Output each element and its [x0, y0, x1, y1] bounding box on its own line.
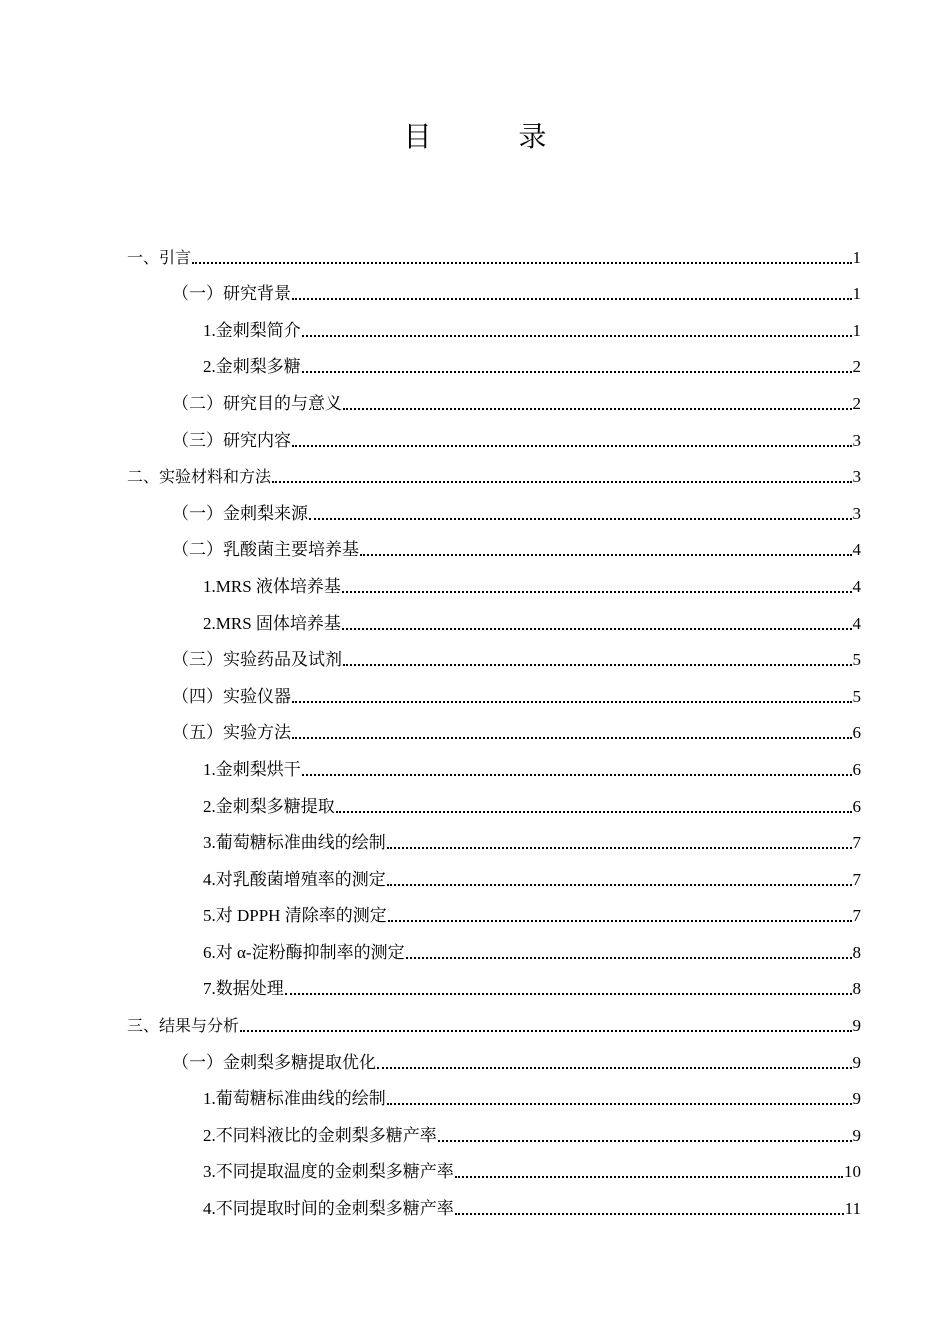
toc-leader-dots: [342, 591, 852, 593]
toc-entry-text: 1.葡萄糖标准曲线的绘制: [203, 1089, 386, 1109]
toc-page-number: 7: [852, 906, 861, 926]
toc-page-number: 4: [852, 613, 861, 633]
toc-entry[interactable]: [127, 854, 861, 891]
toc-entry-text: 2.MRS 固体培养基: [203, 613, 341, 633]
toc-entry-text: 1.金刺梨烘干: [203, 759, 301, 779]
toc-entry-text: （四）实验仪器: [172, 686, 291, 706]
toc-page-number: 5: [852, 650, 861, 670]
table-of-contents: [127, 232, 861, 1220]
toc-leader-dots: [302, 371, 852, 373]
toc-page-number: 6: [852, 723, 861, 743]
toc-leader-dots: [292, 701, 852, 703]
toc-page-number: 8: [852, 942, 861, 962]
toc-entry-text: （三）实验药品及试剂: [172, 650, 342, 670]
toc-entry-text: （一）金刺梨多糖提取优化: [172, 1052, 376, 1072]
toc-entry[interactable]: [127, 305, 861, 342]
toc-leader-dots: [240, 1030, 851, 1032]
toc-leader-dots: [387, 884, 852, 886]
toc-entry[interactable]: [127, 269, 861, 306]
toc-entry[interactable]: [127, 598, 861, 635]
toc-page-number: 9: [852, 1125, 861, 1145]
toc-leader-dots: [455, 1176, 843, 1178]
toc-entry[interactable]: [127, 744, 861, 781]
toc-page-number: 2: [852, 393, 861, 413]
toc-leader-dots: [377, 1067, 852, 1069]
toc-page-number: 7: [852, 869, 861, 889]
toc-entry-text: 三、结果与分析: [127, 1016, 240, 1036]
toc-entry[interactable]: [127, 561, 861, 598]
toc-leader-dots: [285, 993, 852, 995]
toc-entry[interactable]: [127, 342, 861, 379]
toc-leader-dots: [292, 445, 852, 447]
toc-entry[interactable]: [127, 525, 861, 562]
toc-page-number: 8: [852, 979, 861, 999]
toc-leader-dots: [438, 1140, 852, 1142]
toc-entry[interactable]: [127, 415, 861, 452]
toc-entry[interactable]: [127, 927, 861, 964]
toc-leader-dots: [343, 408, 852, 410]
toc-page-number: 9: [852, 1052, 861, 1072]
toc-page-number: 5: [852, 686, 861, 706]
toc-page-number: 1: [852, 247, 861, 267]
toc-entry[interactable]: [127, 1074, 861, 1111]
toc-page-number: 1: [852, 284, 861, 304]
toc-entry[interactable]: [127, 891, 861, 928]
toc-page-number: 11: [844, 1199, 861, 1219]
toc-leader-dots: [388, 920, 852, 922]
toc-entry[interactable]: [127, 671, 861, 708]
toc-leader-dots: [309, 518, 852, 520]
toc-entry-text: 3.不同提取温度的金刺梨多糖产率: [203, 1162, 454, 1182]
toc-leader-dots: [360, 554, 852, 556]
toc-entry[interactable]: [127, 964, 861, 1001]
toc-page-number: 4: [852, 540, 861, 560]
toc-leader-dots: [406, 957, 852, 959]
toc-entry-text: 6.对 α-淀粉酶抑制率的测定: [203, 942, 405, 962]
toc-entry[interactable]: [127, 708, 861, 745]
toc-entry-text: 4.不同提取时间的金刺梨多糖产率: [203, 1199, 454, 1219]
toc-page-number: 6: [852, 796, 861, 816]
toc-leader-dots: [455, 1213, 844, 1215]
toc-entry-text: 7.数据处理: [203, 979, 284, 999]
toc-page-number: 3: [852, 503, 861, 523]
toc-entry[interactable]: [127, 488, 861, 525]
toc-leader-dots: [387, 1103, 852, 1105]
toc-page-number: 9: [852, 1016, 861, 1036]
toc-entry[interactable]: [127, 232, 861, 269]
toc-entry-text: （三）研究内容: [172, 430, 291, 450]
toc-leader-dots: [302, 335, 852, 337]
toc-entry-text: （一）研究背景: [172, 284, 291, 304]
toc-page-number: 4: [852, 576, 861, 596]
toc-entry[interactable]: [127, 781, 861, 818]
toc-entry-text: 2.金刺梨多糖: [203, 357, 301, 377]
toc-entry-text: 5.对 DPPH 清除率的测定: [203, 906, 387, 926]
toc-leader-dots: [342, 628, 852, 630]
toc-entry[interactable]: [127, 1037, 861, 1074]
toc-entry[interactable]: [127, 1183, 861, 1220]
toc-entry-text: 2.不同料液比的金刺梨多糖产率: [203, 1125, 437, 1145]
toc-entry[interactable]: [127, 635, 861, 672]
toc-entry-text: （一）金刺梨来源: [172, 503, 308, 523]
toc-leader-dots: [302, 774, 852, 776]
toc-leader-dots: [336, 811, 852, 813]
toc-entry[interactable]: [127, 452, 861, 489]
toc-leader-dots: [272, 481, 851, 483]
toc-entry-text: 2.金刺梨多糖提取: [203, 796, 335, 816]
toc-page-number: 1: [852, 320, 861, 340]
toc-title: 目 录: [403, 122, 587, 153]
toc-entry-text: 1.金刺梨简介: [203, 320, 301, 340]
toc-leader-dots: [192, 262, 851, 264]
toc-page-number: 3: [852, 430, 861, 450]
toc-entry-text: （二）乳酸菌主要培养基: [172, 540, 359, 560]
toc-entry-text: （五）实验方法: [172, 723, 291, 743]
toc-entry[interactable]: [127, 818, 861, 855]
toc-page-number: 2: [852, 357, 861, 377]
toc-page-number: 7: [852, 833, 861, 853]
toc-entry[interactable]: [127, 378, 861, 415]
toc-entry[interactable]: [127, 1000, 861, 1037]
toc-leader-dots: [387, 847, 852, 849]
toc-page-number: 6: [852, 759, 861, 779]
toc-entry-text: 二、实验材料和方法: [127, 467, 272, 487]
toc-page-number: 9: [852, 1089, 861, 1109]
toc-entry-text: （二）研究目的与意义: [172, 393, 342, 413]
toc-entry-text: 1.MRS 液体培养基: [203, 576, 341, 596]
toc-leader-dots: [292, 737, 852, 739]
toc-page-number: 3: [852, 467, 861, 487]
toc-entry-text: 4.对乳酸菌增殖率的测定: [203, 869, 386, 889]
toc-entry[interactable]: [127, 1147, 861, 1184]
toc-entry-text: 3.葡萄糖标准曲线的绘制: [203, 833, 386, 853]
toc-page-number: 10: [844, 1162, 861, 1182]
toc-leader-dots: [292, 298, 852, 300]
toc-entry[interactable]: [127, 1110, 861, 1147]
toc-entry-text: 一、引言: [127, 247, 192, 267]
toc-leader-dots: [343, 664, 852, 666]
